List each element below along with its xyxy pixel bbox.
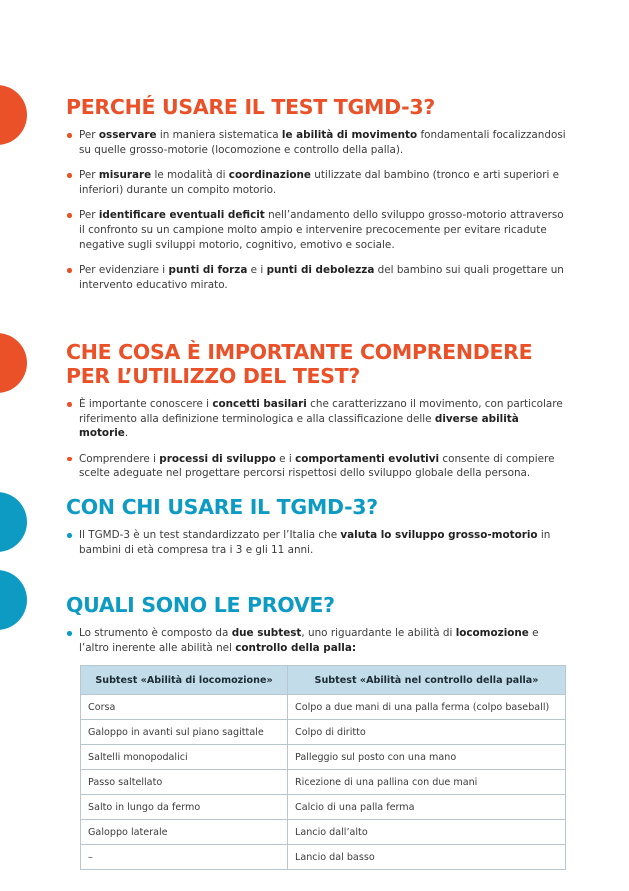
bullet-dot-icon: [67, 631, 72, 636]
decorative-circle-blue-1: [0, 492, 27, 552]
table-row: [81, 795, 566, 820]
bullet-text: Lo strumento è composto da due subtest, uno riguardante le abilità di locomozione e l’altro inerente alle abilità nel controllo della palla:: [79, 627, 539, 654]
section-heading-tests: QUALI SONO LE PROVE?: [66, 593, 335, 617]
table-cell: Saltelli monopodalici: [81, 745, 288, 770]
table-row: [81, 845, 566, 870]
bullet-dot-icon: [67, 457, 72, 462]
section-heading-understand: CHE COSA È IMPORTANTE COMPRENDERE PER L’UTILIZZO DEL TEST?: [66, 340, 533, 388]
bullet-item: [66, 128, 566, 157]
bullet-item: [66, 397, 566, 441]
decorative-circle-orange-2: [0, 333, 27, 393]
table-cell: Colpo di diritto: [288, 720, 566, 745]
bullet-list-tests: [66, 626, 566, 655]
table-cell: Ricezione di una pallina con due mani: [288, 770, 566, 795]
bullet-list-who: [66, 528, 566, 557]
bullet-dot-icon: [67, 533, 72, 538]
table-row: [81, 745, 566, 770]
bullet-item: [66, 452, 566, 481]
table-cell: Calcio di una palla ferma: [288, 795, 566, 820]
bullet-text: Il TGMD-3 è un test standardizzato per l’Italia che valuta lo sviluppo grosso-motorio in bambini di età compresa tra i 3 e gli 11 anni.: [79, 529, 551, 556]
table-cell: Corsa: [81, 695, 288, 720]
bullet-text: Comprendere i processi di sviluppo e i comportamenti evolutivi consente di compiere scelte adeguate nel progettare percorsi rispettosi dello sviluppo globale della persona.: [79, 452, 555, 480]
table-cell: Galoppo in avanti sul piano sagittale: [81, 720, 288, 745]
decorative-circle-orange-1: [0, 85, 27, 145]
section-who-to-use-with: [66, 495, 566, 557]
section-heading-why: PERCHÉ USARE IL TEST TGMD-3?: [66, 95, 435, 119]
section-which-tests: [66, 593, 566, 870]
table-cell: Lancio dal basso: [288, 845, 566, 870]
table-cell: Galoppo laterale: [81, 820, 288, 845]
bullet-item: [66, 263, 566, 292]
table-cell: Passo saltellato: [81, 770, 288, 795]
table-header-cell-locomotion: Subtest «Abilità di locomozione»: [81, 666, 288, 695]
table-row: [81, 720, 566, 745]
bullet-item: [66, 208, 566, 252]
table-cell: Colpo a due mani di una palla ferma (colpo baseball): [288, 695, 566, 720]
bullet-dot-icon: [67, 402, 72, 407]
decorative-circle-blue-2: [0, 570, 27, 630]
bullet-item: [66, 528, 566, 557]
bullet-list-understand: [66, 397, 566, 481]
bullet-text: È importante conoscere i concetti basilari che caratterizzano il movimento, con particolare riferimento alla definizione terminologica e alla classificazione delle diverse abilità motorie.: [79, 398, 563, 440]
bullet-dot-icon: [67, 173, 72, 178]
bullet-item: [66, 168, 566, 197]
bullet-text: Per evidenziare i punti di forza e i punti di debolezza del bambino sui quali progettare un intervento educativo mirato.: [79, 264, 564, 291]
table-header-cell-ball-control: Subtest «Abilità nel controllo della palla»: [288, 666, 566, 695]
bullet-list-why: [66, 128, 566, 292]
bullet-text: Per identificare eventuali deficit nell’andamento dello sviluppo grosso-motorio attraverso il confronto su un campione molto ampio e intervenire precocemente per evitare ricadute negative sugli sviluppi motorio, cognitivo, emotivo e sociale.: [79, 209, 564, 251]
table-cell: –: [81, 845, 288, 870]
table-header-row: [81, 666, 566, 695]
bullet-dot-icon: [67, 213, 72, 218]
bullet-text: Per osservare in maniera sistematica le abilità di movimento fondamentali focalizzandosi su quelle grosso-motorie (locomozione e controllo della palla).: [79, 129, 566, 156]
table-cell: Lancio dall’alto: [288, 820, 566, 845]
section-what-to-understand: [66, 340, 566, 481]
subtests-table-body: [81, 695, 566, 870]
table-row: [81, 820, 566, 845]
table-row: [81, 695, 566, 720]
section-why-use-tgmd3: [66, 95, 566, 292]
bullet-text: Per misurare le modalità di coordinazione utilizzate dal bambino (tronco e arti superiori e inferiori) durante un compito motorio.: [79, 169, 560, 196]
bullet-item: [66, 626, 566, 655]
table-cell: Salto in lungo da fermo: [81, 795, 288, 820]
section-heading-who: CON CHI USARE IL TGMD-3?: [66, 495, 378, 519]
table-row: [81, 770, 566, 795]
bullet-dot-icon: [67, 268, 72, 273]
bullet-dot-icon: [67, 133, 72, 138]
table-cell: Palleggio sul posto con una mano: [288, 745, 566, 770]
subtests-table: [80, 665, 566, 870]
